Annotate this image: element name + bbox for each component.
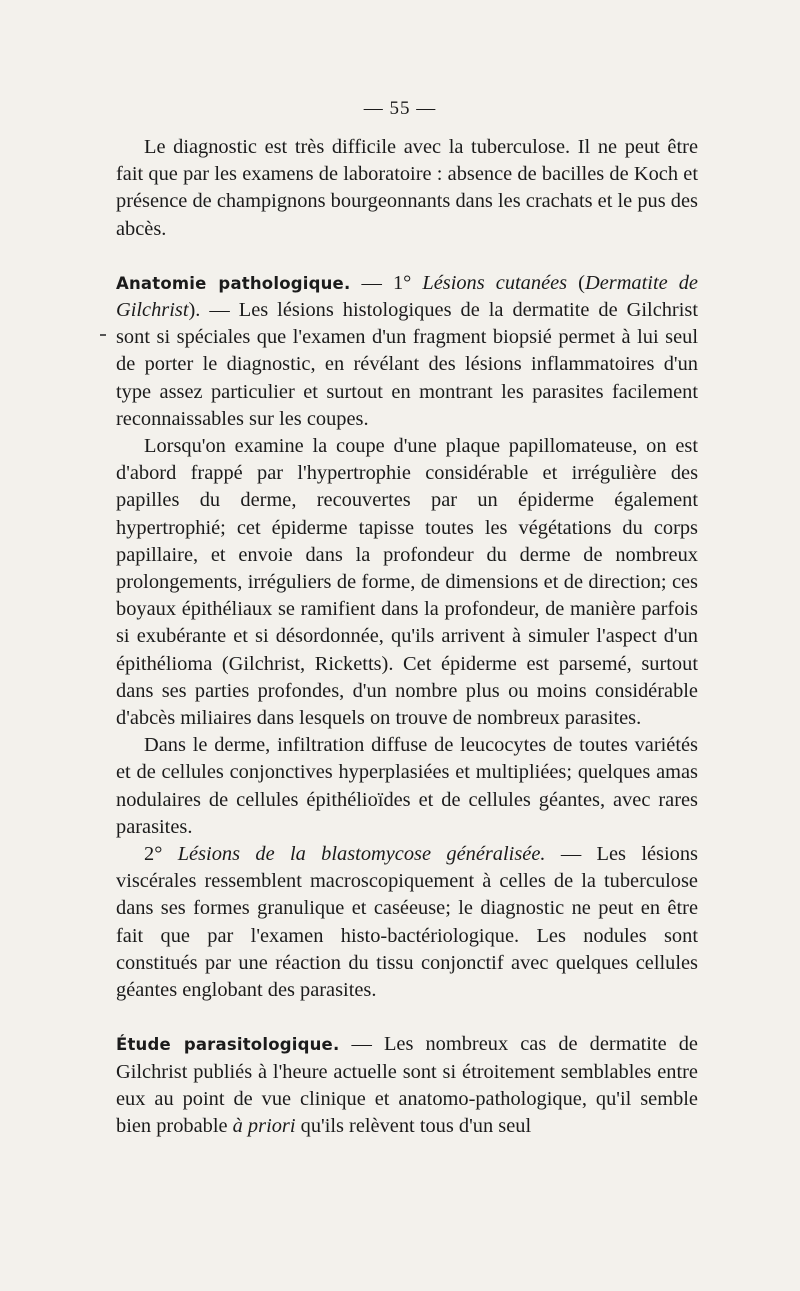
item-number: 2° (144, 843, 178, 866)
paragraph-anatomie-body: — Les lésions histologiques de la dermatite de Gilchrist sont si spéciales que l'examen d'un fragment biopsié permet à lui seul de porter le diagnostic, en révélant des lésions inflammatoires d'un type assez particulier et surtout en montrant les parasites facilement reconnaissables sur les coupes. (116, 299, 698, 430)
section-heading-parasitologique: Étude parasitologique. (116, 1035, 340, 1055)
subheading-dermatite: Dermatite de Gilchrist (116, 271, 698, 322)
body-text (116, 134, 698, 1140)
paragraph-parasitologique (116, 1031, 698, 1140)
close-paren: ). (188, 299, 201, 322)
subheading-lesions-cutanees: Lésions cutanées (422, 271, 568, 294)
subheading-blastomycose: Lésions de la blastomycose généralisée. (177, 843, 546, 866)
margin-mark (100, 334, 106, 336)
page-number: — 55 — (363, 98, 437, 119)
section-heading-anatomie: Anatomie pathologique. (116, 273, 351, 293)
paragraph-blastomycose (116, 841, 698, 1004)
open-paren: ( (567, 271, 585, 294)
italic-a-priori: à priori (232, 1114, 296, 1137)
paragraph-parasitologique-body2: qu'ils relèvent tous d'un seul (295, 1114, 532, 1137)
paragraph-parasitologique-body1: — Les nombreux cas de dermatite de Gilchrist publiés à l'heure actuelle sont si étroitement semblables entre eux au point de vue clinique et anatomo-pathologique, qu'il semble bien probable (116, 1033, 698, 1137)
paragraph-blastomycose-body: — Les lésions viscérales ressemblent macroscopiquement à celles de la tuberculose dans ses formes granulique et caséeuse; le diagnostic ne peut en être fait que par l'examen histo-bactériologique. Les nodules sont constitués par une réaction du tissu conjonctif avec quelques cellules géantes englobant des parasites. (116, 843, 698, 1002)
paragraph-coupe: Lorsqu'on examine la coupe d'une plaque papillomateuse, on est d'abord frappé par l'hypertrophie considérable et irrégulière des papilles du derme, recouvertes par un épiderme également hypertrophié; cet épiderme tapisse toutes les végétations du corps papillaire, et envoie dans la profondeur du derme de nombreux prolongements, irréguliers de forme, de dimensions et de direction; ces boyaux épithéliaux se ramifient dans la profondeur, de manière parfois si exubérante et si désordonnée, qu'ils arrivent à simuler l'aspect d'un épithélioma (Gilchrist, Ricketts). Cet épiderme est parsemé, surtout dans ses parties profondes, d'un nombre plus ou moins considérable d'abcès miliaires dans lesquels on trouve de nombreux parasites. (116, 435, 698, 730)
paragraph-diagnostic: Le diagnostic est très difficile avec la tuberculose. Il ne peut être fait que par les examens de laboratoire : absence de bacilles de Koch et présence de champignons bourgeonnants dans les crachats et le pus des abcès. (116, 136, 698, 240)
paragraph-derme: Dans le derme, infiltration diffuse de leucocytes de toutes variétés et de cellules conjonctives hyperplasiées et multipliées; quelques amas nodulaires de cellules épithélioïdes et de cellules géantes, avec rares parasites. (116, 734, 698, 838)
paragraph-anatomie (116, 270, 698, 433)
dash-number: — 1° (350, 271, 423, 294)
